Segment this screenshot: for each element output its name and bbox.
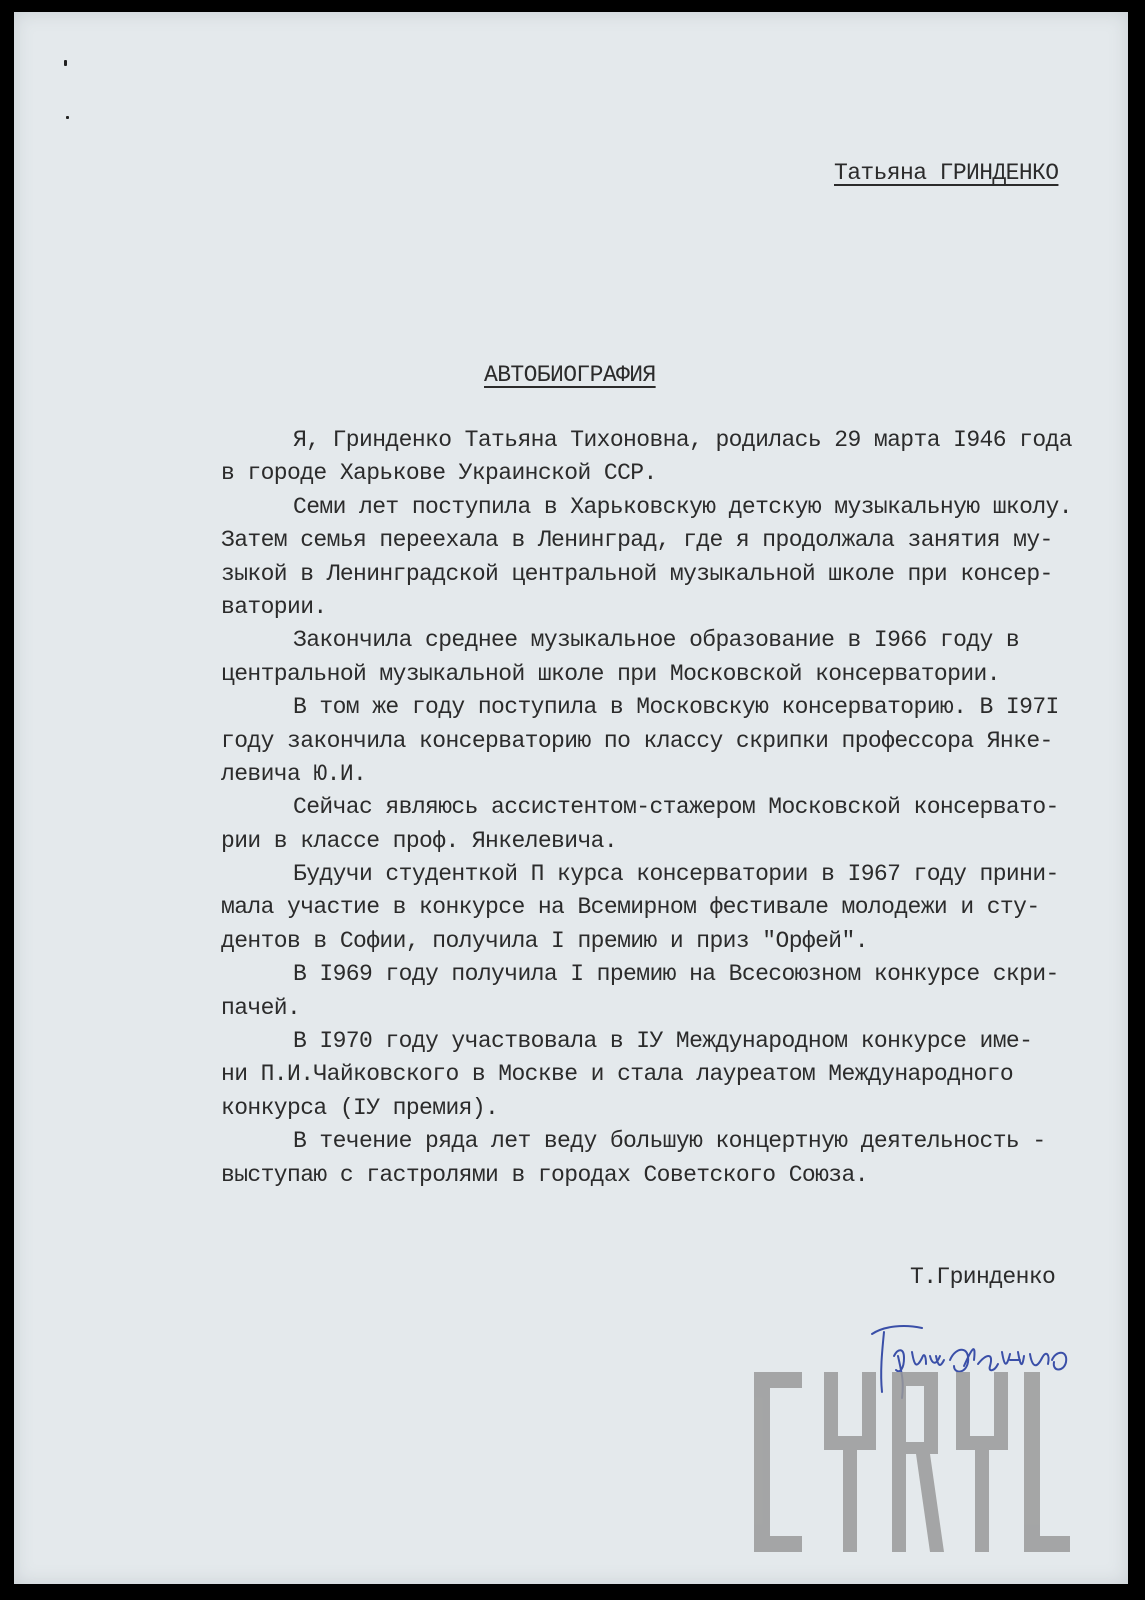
body-line: дентов в Софии, получила I премию и приз "Орфей". [221, 927, 868, 954]
body-line: В I969 году получила I премию на Всесоюзном конкурсе скри- [293, 961, 1059, 988]
body-line: ни П.И.Чайковского в Москве и стала лауреатом Международного [221, 1061, 1014, 1088]
body-line: В I970 году участвовала в IУ Международном конкурсе име- [293, 1028, 1033, 1055]
body-line: центральной музыкальной школе при Московской консерватории. [221, 660, 1000, 687]
body-line: Будучи студенткой П курса консерватории в I967 году прини- [293, 861, 1059, 888]
body-line: В течение ряда лет веду большую концертную деятельность - [293, 1128, 1046, 1155]
body-line: Затем семья переехала в Ленинград, где я продолжала занятия му- [221, 527, 1053, 554]
author-name-header: Татьяна ГРИНДЕНКО [834, 160, 1059, 186]
body-line: Семи лет поступила в Харьковскую детскую музыкальную школу. [293, 493, 1072, 520]
cyryl-watermark-logo [754, 1362, 1074, 1562]
body-line: выступаю с гастролями в городах Советского Союза. [221, 1161, 868, 1188]
body-line: мала участие в конкурсе на Всемирном фестивале молодежи и сту- [221, 894, 1040, 921]
body-line: Сейчас являюсь ассистентом-стажером Московской консервато- [293, 794, 1059, 821]
body-line: пачей. [221, 994, 301, 1021]
punch-mark [66, 116, 69, 119]
body-line: левича Ю.И. [221, 760, 367, 787]
body-line: году закончила консерваторию по классу скрипки профессора Янке- [221, 727, 1053, 754]
document-title: АВТОБИОГРАФИЯ [484, 362, 656, 388]
body-line: В том же году поступила в Московскую консерваторию. В I97I [293, 694, 1059, 721]
body-line: ватории. [221, 593, 327, 620]
punch-mark [64, 60, 67, 66]
closing-typed-name: Т.Гринденко [910, 1264, 1056, 1290]
body-line: рии в классе проф. Янкелевича. [221, 827, 618, 854]
body-line: конкурса (IУ премия). [221, 1094, 499, 1121]
body-line: в городе Харькове Украинской ССР. [221, 460, 657, 487]
body-line: Я, Гринденко Татьяна Тихоновна, родилась 29 марта I946 года [293, 427, 1072, 453]
document-body [221, 424, 1101, 1192]
body-line: Закончила среднее музыкальное образование в I966 году в [293, 627, 1020, 654]
document-page [14, 12, 1128, 1584]
body-line: зыкой в Ленинградской центральной музыкальной школе при консер- [221, 560, 1053, 587]
